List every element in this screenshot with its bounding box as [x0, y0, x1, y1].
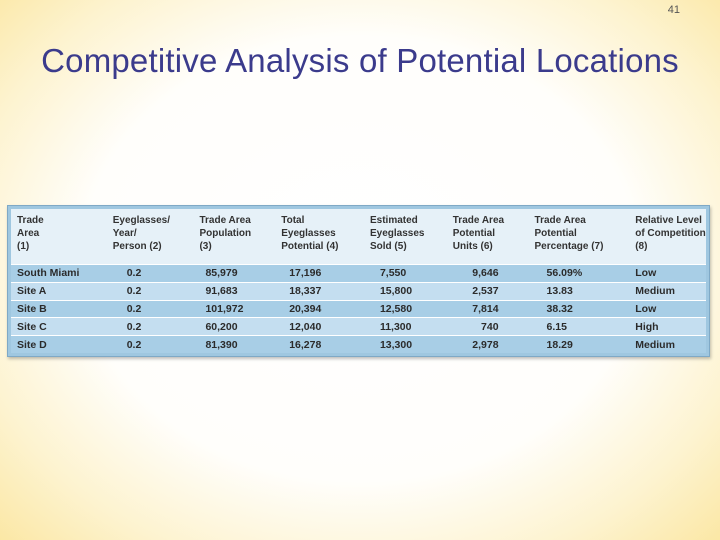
page-number: 41: [667, 4, 680, 16]
table-row: [11, 300, 706, 318]
cell-trade-area: South Miami: [17, 267, 80, 280]
cell-estimated-sold: 15,800: [379, 285, 413, 298]
cell-competition-level: High: [635, 320, 659, 333]
cell-potential-units: 9,646: [472, 267, 499, 280]
cell-potential-percentage: 13.83: [546, 285, 573, 298]
slide-title: Competitive Analysis of Potential Locations: [41, 42, 679, 79]
header-trade-area-potential-percentage: Trade Area Potential Percentage (7): [534, 215, 604, 252]
cell-eyeglasses-per-person: 0.2: [126, 302, 142, 315]
cell-eyeglasses-per-person: 0.2: [126, 285, 142, 298]
cell-trade-area: Site D: [17, 338, 47, 351]
cell-eyeglasses-per-person: 0.2: [126, 338, 142, 351]
header-estimated-eyeglasses-sold: Estimated Eyeglasses Sold (5): [369, 215, 425, 252]
header-eyeglasses-per-person: Eyeglasses/ Year/ Person (2): [112, 215, 170, 252]
cell-trade-area: Site A: [17, 285, 47, 298]
cell-eyeglasses-per-person: 0.2: [126, 320, 142, 333]
cell-estimated-sold: 11,300: [379, 320, 412, 333]
cell-competition-level: Low: [635, 302, 657, 315]
cell-total-potential: 20,394: [289, 302, 322, 315]
cell-potential-units: 2,537: [472, 285, 499, 298]
cell-population: 101,972: [205, 302, 244, 315]
cell-potential-percentage: 56.09%: [546, 267, 583, 280]
cell-total-potential: 18,337: [289, 285, 322, 298]
table-row: [11, 264, 706, 282]
cell-potential-units: 2,978: [472, 338, 499, 351]
cell-population: 85,979: [205, 267, 238, 280]
cell-competition-level: Medium: [635, 285, 675, 298]
header-trade-area-population: Trade Area Population (3): [199, 215, 252, 252]
table-row: [11, 335, 706, 353]
cell-eyeglasses-per-person: 0.2: [126, 267, 142, 280]
cell-population: 81,390: [205, 338, 238, 351]
cell-competition-level: Medium: [635, 338, 675, 351]
cell-total-potential: 16,278: [289, 338, 322, 351]
cell-potential-percentage: 18.29: [546, 338, 573, 351]
cell-estimated-sold: 13,300: [379, 338, 413, 351]
cell-potential-units: 740: [481, 320, 499, 333]
table-row: [11, 282, 706, 300]
table-row: [11, 317, 706, 335]
cell-trade-area: Site C: [17, 320, 47, 333]
cell-competition-level: Low: [635, 267, 657, 280]
cell-total-potential: 17,196: [289, 267, 322, 280]
cell-potential-units: 7,814: [472, 302, 499, 315]
cell-population: 60,200: [205, 320, 238, 333]
cell-population: 91,683: [205, 285, 238, 298]
table-header-row: [11, 209, 706, 264]
header-relative-competition: Relative Level of Competition (8): [635, 215, 706, 252]
cell-total-potential: 12,040: [289, 320, 322, 333]
header-trade-area: Trade Area (1): [17, 215, 44, 252]
cell-estimated-sold: 12,580: [379, 302, 413, 315]
cell-estimated-sold: 7,550: [379, 267, 407, 280]
cell-trade-area: Site B: [17, 302, 47, 315]
header-total-eyeglasses-potential: Total Eyeglasses Potential (4): [281, 215, 339, 252]
header-trade-area-potential-units: Trade Area Potential Units (6): [452, 215, 505, 252]
cell-potential-percentage: 38.32: [546, 302, 573, 315]
cell-potential-percentage: 6.15: [546, 320, 567, 333]
competitive-analysis-table: [7, 205, 710, 357]
